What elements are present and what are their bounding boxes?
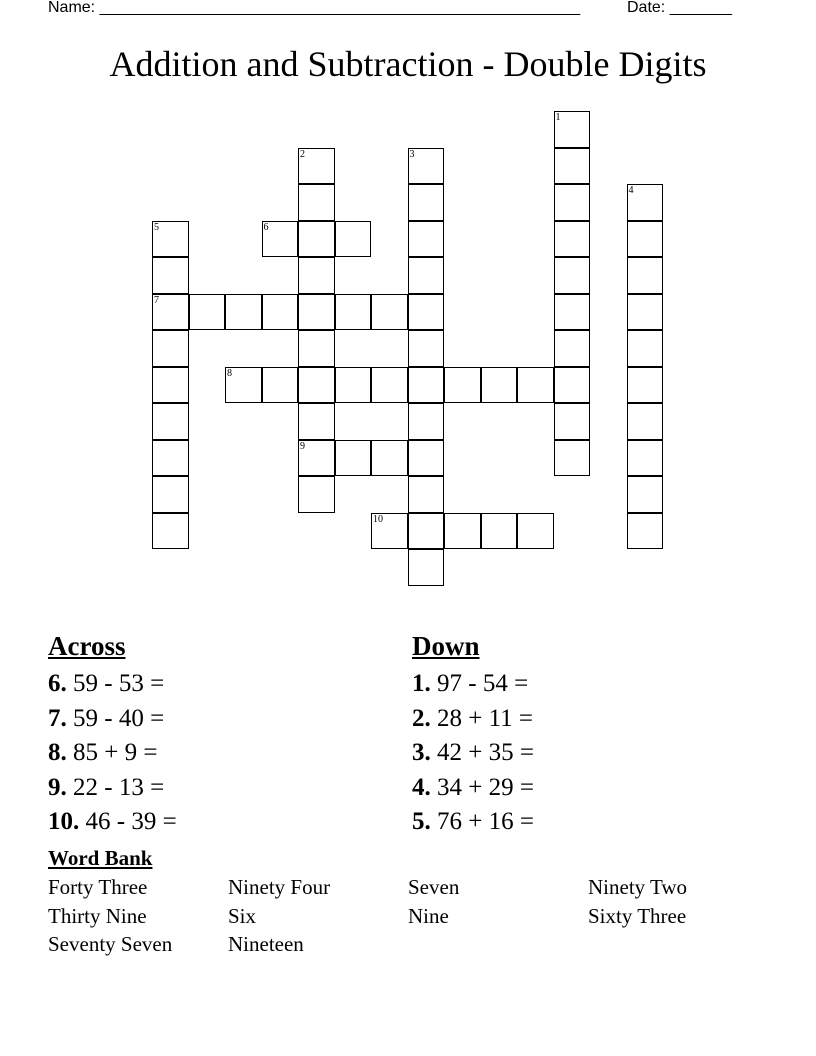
crossword-cell[interactable]	[554, 111, 591, 148]
crossword-cell[interactable]	[408, 513, 445, 550]
down-clue	[412, 771, 534, 806]
crossword-cell[interactable]	[152, 403, 189, 440]
crossword-cell[interactable]	[627, 184, 664, 221]
crossword-cell[interactable]	[481, 513, 518, 550]
crossword-cell[interactable]	[298, 476, 335, 513]
crossword-cell[interactable]	[152, 330, 189, 367]
cell-number: 6	[263, 221, 269, 233]
down-heading: Down	[412, 631, 480, 661]
crossword-cell[interactable]	[408, 403, 445, 440]
down-clue-list	[412, 667, 534, 840]
crossword-cell[interactable]	[627, 367, 664, 404]
across-heading: Across	[48, 631, 126, 661]
crossword-cell[interactable]	[554, 330, 591, 367]
clue-number: 7.	[48, 704, 67, 732]
down-clue	[412, 702, 534, 737]
cell-number: 3	[409, 148, 415, 160]
cell-number: 7	[154, 294, 159, 306]
crossword-cell[interactable]	[152, 221, 189, 258]
down-clue	[412, 736, 534, 771]
word-bank-item: Thirty Nine	[48, 903, 147, 928]
crossword-cell[interactable]	[371, 513, 408, 550]
clue-text: 76 + 16 =	[437, 808, 534, 835]
crossword-cell[interactable]	[335, 221, 372, 258]
across-clue	[48, 702, 177, 737]
cell-number: 8	[227, 367, 232, 379]
crossword-cell[interactable]	[627, 294, 664, 331]
crossword-cell[interactable]	[298, 221, 335, 258]
crossword-cell[interactable]	[408, 367, 445, 404]
clue-text: 22 - 13 =	[73, 773, 165, 801]
crossword-cell[interactable]	[444, 513, 481, 550]
crossword-cell[interactable]	[152, 257, 189, 294]
clue-text: 46 - 39 =	[85, 808, 177, 835]
crossword-cell[interactable]	[408, 330, 445, 367]
crossword-cell[interactable]	[298, 294, 335, 331]
crossword-cell[interactable]	[517, 513, 554, 550]
name-field-label: Name: ______________________________________________________	[48, 0, 581, 16]
crossword-cell[interactable]	[298, 440, 335, 477]
crossword-cell[interactable]	[371, 294, 408, 331]
cell-number: 9	[300, 440, 305, 452]
crossword-cell[interactable]	[335, 440, 372, 477]
word-bank-item: Nineteen	[228, 932, 304, 956]
clue-number: 1.	[412, 670, 431, 697]
word-bank-item: Forty Three	[48, 875, 148, 899]
crossword-cell[interactable]	[152, 476, 189, 513]
crossword-cell[interactable]	[152, 367, 189, 404]
across-clue	[48, 667, 177, 702]
word-bank-item: Six	[228, 903, 257, 928]
crossword-cell[interactable]	[408, 221, 445, 258]
crossword-cell[interactable]	[371, 440, 408, 477]
crossword-cell[interactable]	[408, 440, 445, 477]
crossword-cell[interactable]	[554, 403, 591, 440]
cell-number: 4	[628, 185, 634, 196]
crossword-cell[interactable]	[408, 148, 445, 185]
clue-number: 2.	[412, 704, 431, 732]
clue-number: 3.	[412, 739, 431, 766]
across-clue	[48, 771, 177, 806]
down-clue	[412, 805, 534, 840]
cell-number: 2	[300, 148, 305, 160]
crossword-cell[interactable]	[627, 440, 664, 477]
crossword-cell[interactable]	[444, 367, 481, 404]
crossword-cell[interactable]	[408, 294, 445, 331]
crossword-cell[interactable]	[408, 257, 445, 294]
crossword-cell[interactable]	[627, 330, 664, 367]
crossword-cell[interactable]	[298, 367, 335, 404]
crossword-cell[interactable]	[335, 367, 372, 404]
cell-number: 5	[154, 221, 159, 233]
clue-number: 5.	[412, 808, 431, 835]
crossword-cell[interactable]	[554, 148, 591, 185]
crossword-cell[interactable]	[152, 513, 189, 550]
clue-text: 59 - 40 =	[73, 704, 165, 732]
crossword-cell[interactable]	[152, 294, 189, 331]
crossword-cell[interactable]	[554, 294, 591, 331]
crossword-cell[interactable]	[554, 440, 591, 477]
word-bank-item: Seventy Seven	[48, 932, 173, 956]
clue-text: 28 + 11 =	[437, 704, 534, 732]
across-clue	[48, 736, 177, 771]
clue-text: 42 + 35 =	[437, 739, 534, 766]
crossword-cell[interactable]	[627, 476, 664, 513]
clue-number: 4.	[412, 773, 431, 801]
word-bank-item: Ninety Two	[588, 875, 688, 899]
crossword-cell[interactable]	[627, 257, 664, 294]
crossword-cell[interactable]	[517, 367, 554, 404]
crossword-cell[interactable]	[554, 367, 591, 404]
word-bank-item: Sixty Three	[588, 903, 687, 928]
clue-text: 59 - 53 =	[73, 670, 165, 697]
crossword-cell[interactable]	[262, 221, 299, 258]
crossword-cell[interactable]	[262, 294, 299, 331]
crossword-cell[interactable]	[298, 148, 335, 185]
crossword-cell[interactable]	[408, 184, 445, 221]
crossword-cell[interactable]	[627, 403, 664, 440]
clue-text: 34 + 29 =	[437, 773, 534, 801]
cell-number: 10	[373, 513, 383, 525]
crossword-cell[interactable]	[298, 257, 335, 294]
across-clue	[48, 805, 177, 840]
crossword-cell[interactable]	[408, 549, 445, 586]
crossword-cell[interactable]	[152, 440, 189, 477]
crossword-cell[interactable]	[554, 221, 591, 258]
clue-number: 10.	[48, 808, 80, 835]
crossword-cell[interactable]	[554, 184, 591, 221]
crossword-cell[interactable]	[225, 367, 262, 404]
crossword-cell[interactable]	[298, 184, 335, 221]
word-bank-item: Nine	[408, 903, 449, 928]
clue-number: 6.	[48, 670, 67, 697]
word-bank-item: Ninety Four	[228, 875, 331, 899]
crossword-cell[interactable]	[371, 367, 408, 404]
crossword-cell[interactable]	[262, 367, 299, 404]
date-field-label: Date: _______	[627, 0, 732, 16]
clue-text: 97 - 54 =	[437, 670, 529, 697]
crossword-cell[interactable]	[627, 221, 664, 258]
word-bank-heading: Word Bank	[48, 846, 153, 870]
crossword-cell[interactable]	[298, 403, 335, 440]
crossword-cell[interactable]	[189, 294, 226, 331]
crossword-cell[interactable]	[481, 367, 518, 404]
down-clue	[412, 667, 534, 702]
clue-number: 8.	[48, 739, 67, 766]
worksheet-title: Addition and Subtraction - Double Digits	[109, 44, 707, 84]
crossword-cell[interactable]	[335, 294, 372, 331]
crossword-cell[interactable]	[554, 257, 591, 294]
crossword-cell[interactable]	[225, 294, 262, 331]
clue-number: 9.	[48, 773, 67, 801]
across-clue-list	[48, 667, 177, 840]
crossword-cell[interactable]	[627, 513, 664, 550]
crossword-cell[interactable]	[298, 330, 335, 367]
clue-text: 85 + 9 =	[73, 739, 158, 766]
cell-number: 1	[555, 112, 561, 123]
word-bank-item: Seven	[408, 875, 460, 899]
crossword-cell[interactable]	[408, 476, 445, 513]
